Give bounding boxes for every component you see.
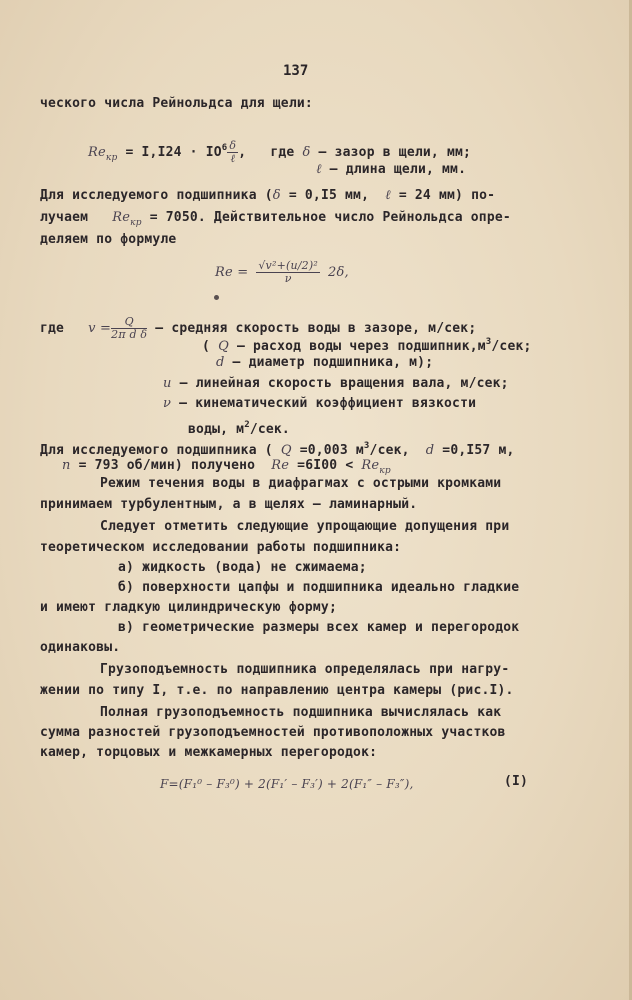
text-line: деляем по формуле — [40, 232, 177, 247]
text-line: воды, $м^2$/сек. — [188, 420, 290, 437]
text-line: камер, торцовых и межкамерных перегородок: — [40, 745, 378, 760]
text-line: Для исследуемого подшипника (δ = 0,I5 мм, ℓ = 24 мм) по- — [40, 188, 496, 203]
text-line: где v = $\frac{Q}{\text{2π d δ}}$ – средняя скорость воды в зазоре, м/сек; — [40, 315, 477, 341]
text-line: сумма разностей грузоподъемностей противоположных участков — [40, 725, 506, 740]
text-line: n = 793 об/мин) получено $Re =6I00 < Re_{кр}$ — [62, 458, 391, 476]
text-line: u – линейная скорость вращения вала, м/сек; — [163, 376, 509, 391]
formula-reynolds-critical: $Re_{кр} = I,I24 \cdot IO^6$ $\frac{\delta}{\text{ℓ}}$ , где δ – зазор в щели, мм; — [88, 139, 472, 165]
text-line: теоретическом исследовании работы подшипника: — [40, 540, 402, 555]
page-number: 137 — [283, 63, 309, 79]
text-line: d – диаметр подшипника, м); — [216, 355, 434, 370]
text-line: ν – кинематический коэффициент вязкости — [163, 396, 477, 411]
formula-legend-line: ℓ – длина щели, мм. — [316, 162, 467, 177]
text-line: Полная грузоподъемность подшипника вычислялась как — [100, 705, 502, 720]
text-line: лучаем $Re_{кр} = 7050$. Действительное число Рейнольдса опре- — [40, 210, 511, 228]
text-line: принимаем турбулентным, а в щелях – ламинарный. — [40, 497, 418, 512]
text-line: и имеют гладкую цилиндрическую форму; — [40, 600, 337, 615]
text-line: Следует отметить следующие упрощающие допущения при — [100, 519, 510, 534]
equation-number: (I) — [504, 774, 529, 789]
text-line: Грузоподъемность подшипника определялась при нагру- — [100, 662, 510, 677]
text-line: ческого числа Рейнольдса для щели: — [40, 96, 313, 111]
text-line: жении по типу I, т.е. по направлению центра камеры (рис.I). — [40, 683, 514, 698]
text-line: одинаковы. — [40, 640, 121, 655]
ink-spot — [214, 295, 219, 300]
list-item: а) жидкость (вода) не сжимаема; — [118, 560, 367, 575]
list-item: б) поверхности цапфы и подшипника идеально гладкие — [118, 580, 520, 595]
text-line: Режим течения воды в диафрагмах с острыми кромками — [100, 476, 502, 491]
text-line: Для исследуемого подшипника ( Q =0,003 $м^3$/сек, d =0,I57 м, — [40, 441, 515, 458]
text-line: ( Q – расход воды через $подшипник,м^3$/сек; — [202, 337, 532, 354]
formula-reynolds-actual: Re = $\frac{\text{√v²+(u/2)²}}{\nu}$ 2δ, — [215, 259, 349, 285]
list-item: в) геометрические размеры всех камер и перегородок — [118, 620, 520, 635]
formula-load-capacity: F=(F₁⁰ – F₃⁰) + 2(F₁′ – F₃′) + 2(F₁″ – F₃″), — [160, 777, 414, 791]
